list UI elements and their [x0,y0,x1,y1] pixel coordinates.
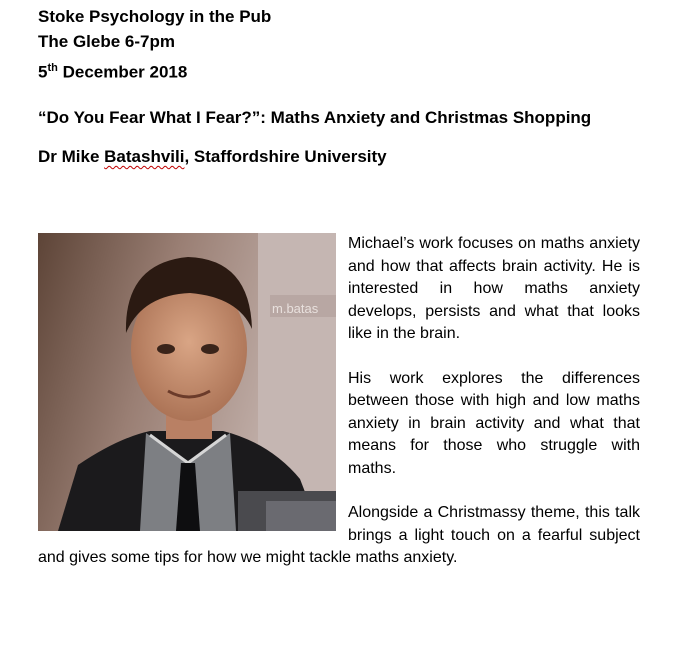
event-date [38,57,187,84]
description-paragraph-1: Michael’s work focuses on maths anxiety and how that affects brain activity. He is interested in how maths anxiety develops, persists and what that looks like in the brain. [348,235,640,342]
speaker-surname: Batashvili [104,147,185,166]
event-series: Stoke Psychology in the Pub [38,7,272,26]
event-date-rest: December 2018 [57,62,188,82]
talk-title: “Do You Fear What I Fear?”: Maths Anxiety and Christmas Shopping [38,108,592,127]
slide-text: m.batas [272,301,319,316]
talk-description [38,233,640,592]
description-paragraph-2: His work explores the differences between those with high and low maths anxiety in brain activity and what that means for those who struggle with maths. [348,369,640,477]
event-date-day: 5 [38,62,48,82]
description-paragraph-3: Alongside a Christmassy theme, this talk brings a light touch on a fearful subject and gives some tips for how we might tackle maths anxiety. [38,504,640,566]
event-date-suffix: th [47,62,58,74]
event-venue-time: The Glebe 6-7pm [38,32,175,51]
speaker-line [38,147,387,167]
speaker-affiliation: , Staffordshire University [184,147,387,166]
speaker-prefix: Dr Mike [38,147,105,166]
